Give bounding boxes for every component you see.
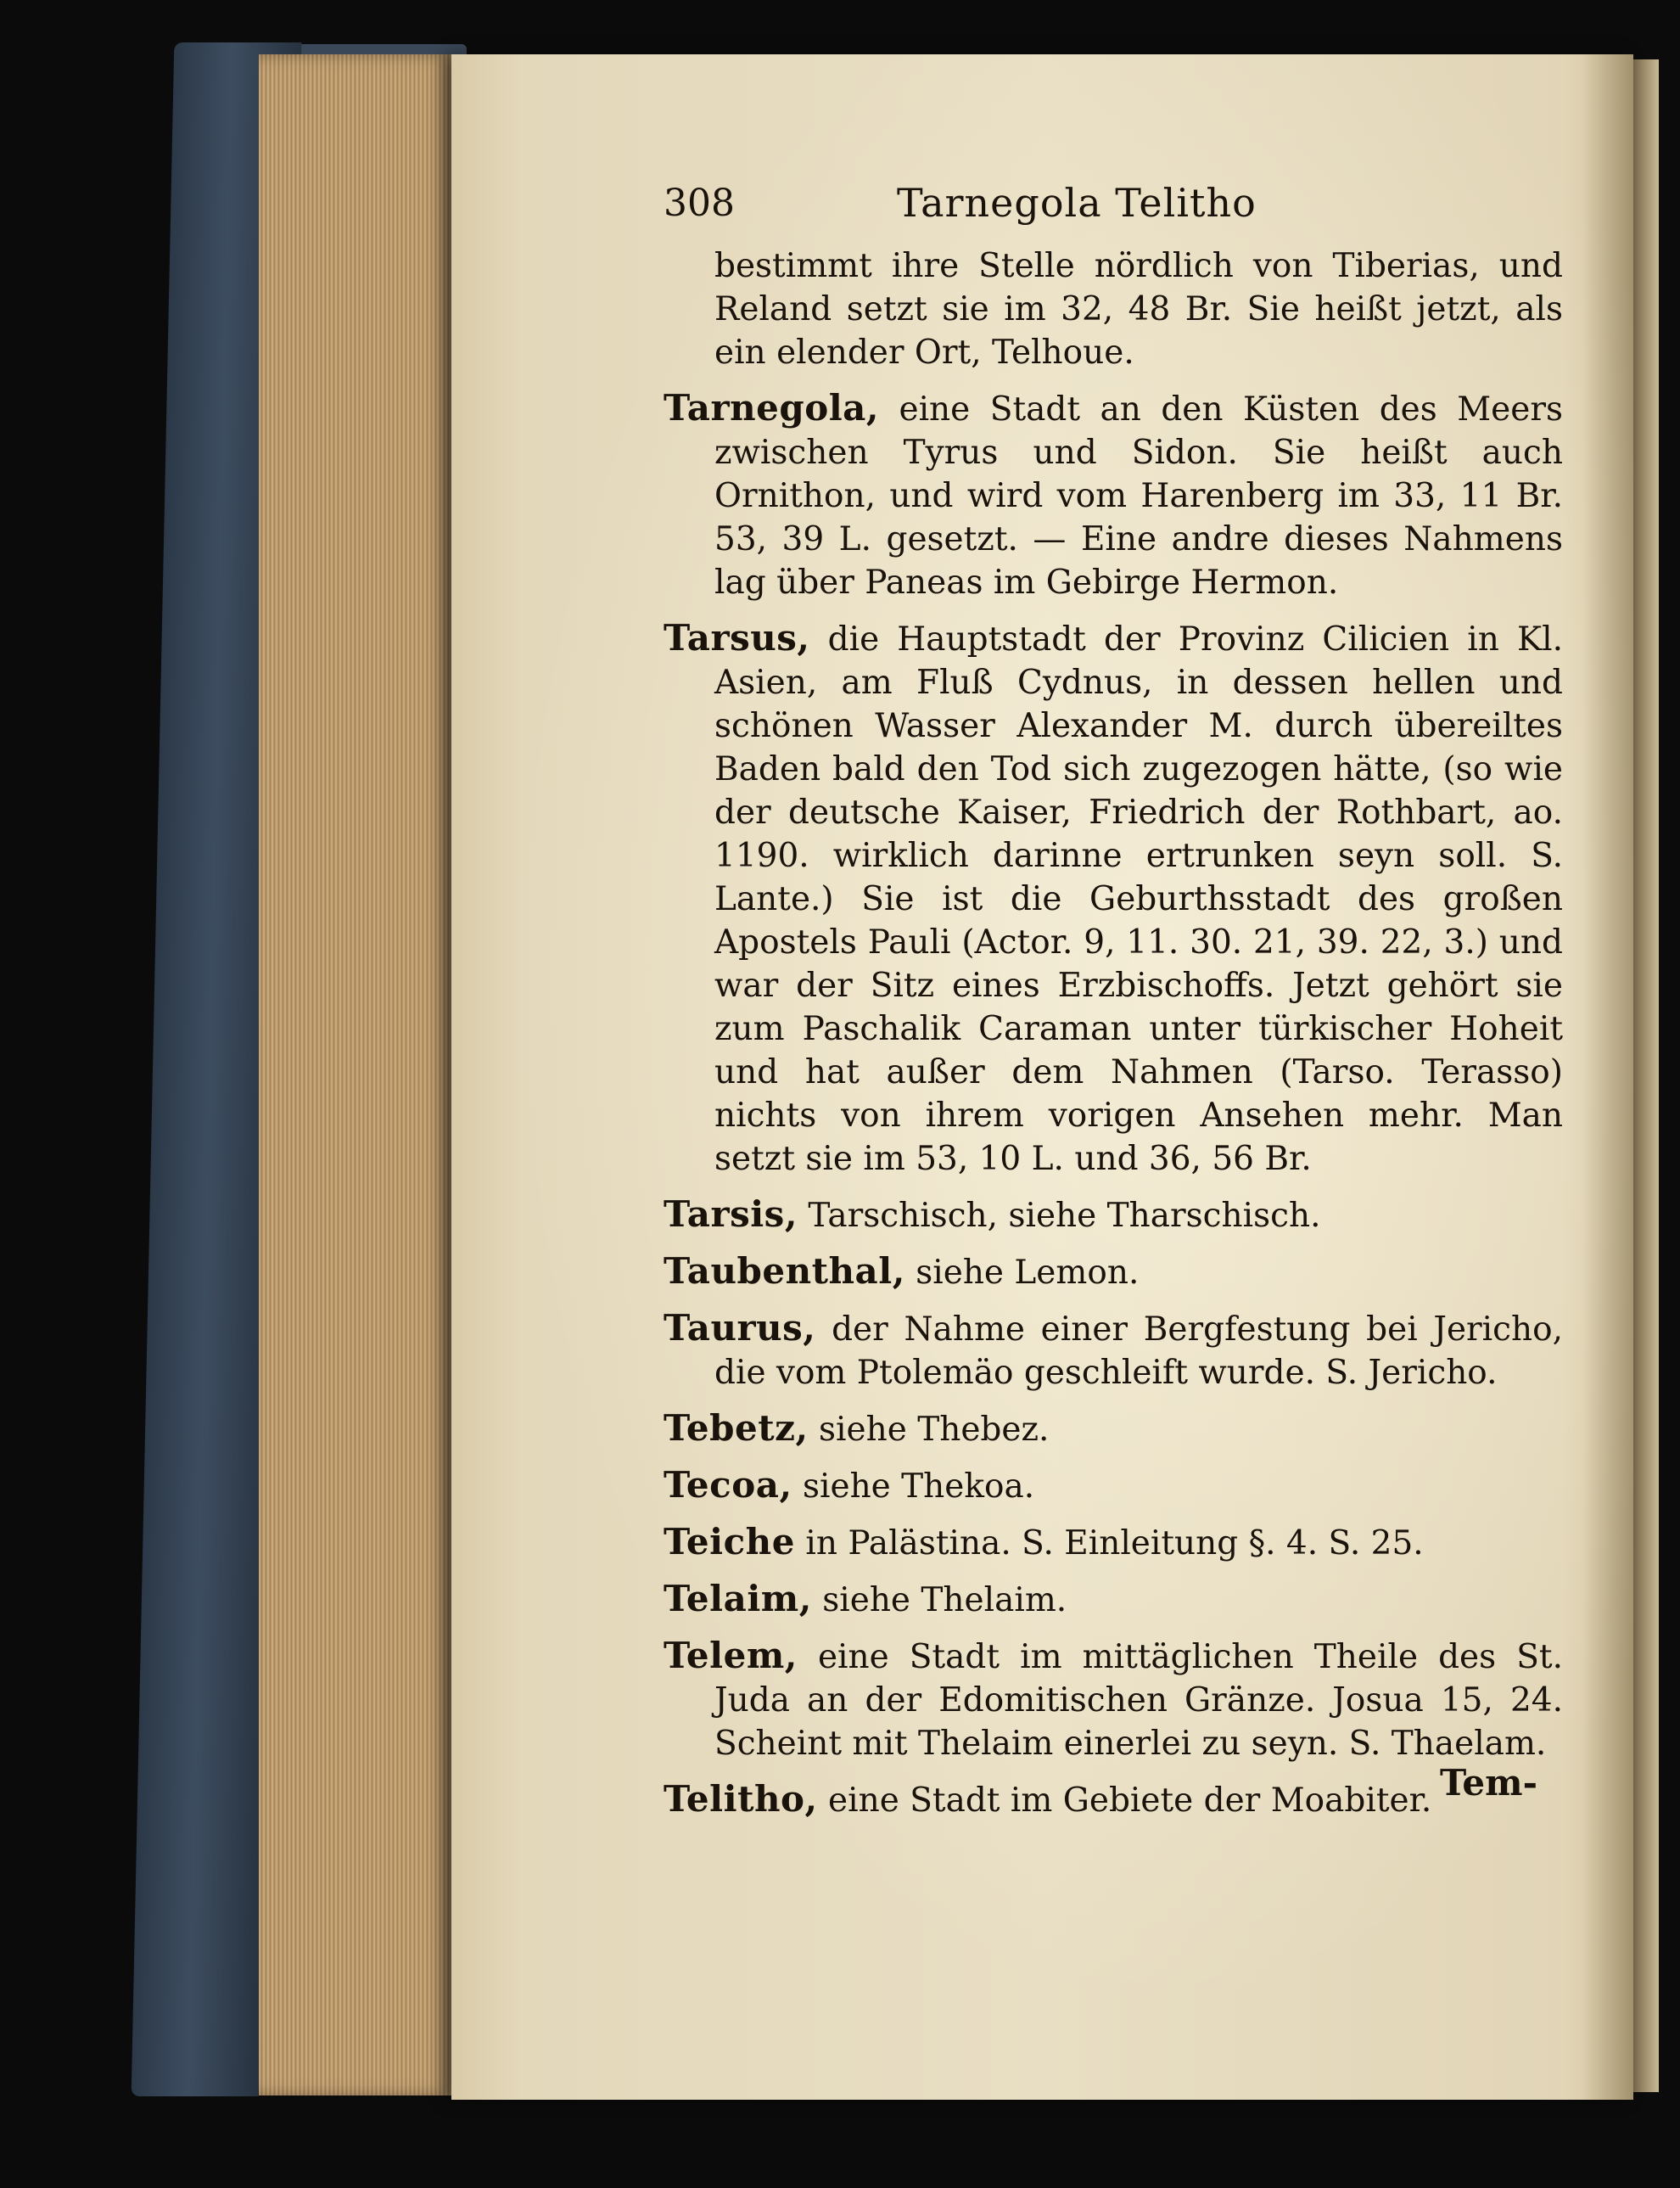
entry-tebetz bbox=[664, 1406, 1563, 1451]
entry-telem bbox=[664, 1634, 1563, 1765]
entry-text: eine Stadt im mittäglichen Theile des St. Juda an der Edomitischen Gränze. Josua 15, 24. Scheint mit Thelaim einerlei zu seyn. S. Thaelam. bbox=[714, 1638, 1563, 1763]
entry-text: die Hauptstadt der Provinz Cilicien in Kl. Asien, am Fluß Cydnus, in dessen hellen und schönen Wasser Alexander M. durch übereiltes Baden bald den Tod sich zugezogen hätte, (so wie der deutsche Kaiser, Friedrich der Rothbart, ao. 1190. wirklich darinne ertrunken seyn soll. S. Lante.) Sie ist die Geburthsstadt des großen Apostels Pauli (Actor. 9, 11. 30. 21, 39. 22, 3.) und war der Sitz eines Erzbischoffs. Jetzt gehört sie zum Paschalik Caraman unter türkischer Hoheit und hat außer dem Nahmen (Tarso. Terasso) nichts von ihrem vorigen Ansehen mehr. Man setzt sie im 53, 10 L. und 36, 56 Br. bbox=[714, 620, 1563, 1178]
entry-headword: Tebetz, bbox=[664, 1407, 809, 1449]
entry-tarsus bbox=[664, 616, 1563, 1181]
entry-continuation bbox=[664, 244, 1563, 374]
book-page bbox=[451, 54, 1633, 2100]
entry-tecoa bbox=[664, 1463, 1563, 1508]
entry-headword: Tecoa, bbox=[664, 1464, 792, 1506]
entry-tarnegola bbox=[664, 386, 1563, 604]
entry-text: siehe Thekoa. bbox=[803, 1467, 1035, 1506]
entry-text: der Nahme einer Bergfestung bei Jericho, die vom Ptolemäo geschleift wurde. S. Jericho. bbox=[714, 1310, 1563, 1392]
entry-headword: Telitho, bbox=[664, 1778, 818, 1820]
entry-text: siehe Thelaim. bbox=[822, 1581, 1067, 1619]
entry-teiche bbox=[664, 1520, 1563, 1565]
page-edges bbox=[259, 54, 454, 2095]
page-gutter bbox=[1582, 54, 1633, 2100]
entry-telaim bbox=[664, 1577, 1563, 1622]
entry-taurus bbox=[664, 1306, 1563, 1394]
entry-text: eine Stadt im Gebiete der Moabiter. bbox=[828, 1781, 1432, 1820]
entry-text: eine Stadt an den Küsten des Meers zwischen Tyrus und Sidon. Sie heißt auch Ornithon, und wird vom Harenberg im 33, 11 Br. 53, 39 L. gesetzt. — Eine andre dieses Nahmens lag über Paneas im Gebirge Hermon. bbox=[714, 390, 1563, 602]
entry-headword: Telaim, bbox=[664, 1578, 812, 1619]
page-number: 308 bbox=[664, 182, 735, 225]
entry-text: Tarschisch, siehe Tharschisch. bbox=[808, 1197, 1321, 1235]
catchword: Tem- bbox=[1440, 1762, 1538, 1804]
running-head: Tarnegola Telitho bbox=[897, 180, 1257, 226]
entry-headword: Tarsis, bbox=[664, 1193, 798, 1235]
facing-page-edge bbox=[1633, 59, 1659, 2092]
page-text bbox=[664, 182, 1563, 1834]
entry-text: siehe Lemon. bbox=[916, 1254, 1140, 1292]
entry-headword: Taubenthal, bbox=[664, 1250, 905, 1292]
entry-telitho bbox=[664, 1777, 1563, 1822]
entry-headword: Taurus, bbox=[664, 1307, 816, 1349]
entry-text: in Palästina. S. Einleitung §. 4. S. 25. bbox=[805, 1524, 1424, 1562]
entry-headword: Tarsus, bbox=[664, 617, 810, 659]
entry-headword: Teiche bbox=[664, 1521, 795, 1562]
entry-text: siehe Thebez. bbox=[819, 1411, 1050, 1449]
entry-headword: Telem, bbox=[664, 1635, 798, 1676]
entry-text: bestimmt ihre Stelle nördlich von Tiberias, und Reland setzt sie im 32, 48 Br. Sie heißt jetzt, als ein elender Ort, Telhoue. bbox=[714, 247, 1563, 372]
entry-taubenthal bbox=[664, 1249, 1563, 1294]
entry-headword: Tarnegola, bbox=[664, 387, 880, 429]
page-header bbox=[664, 182, 1563, 233]
entry-tarsis bbox=[664, 1192, 1563, 1237]
